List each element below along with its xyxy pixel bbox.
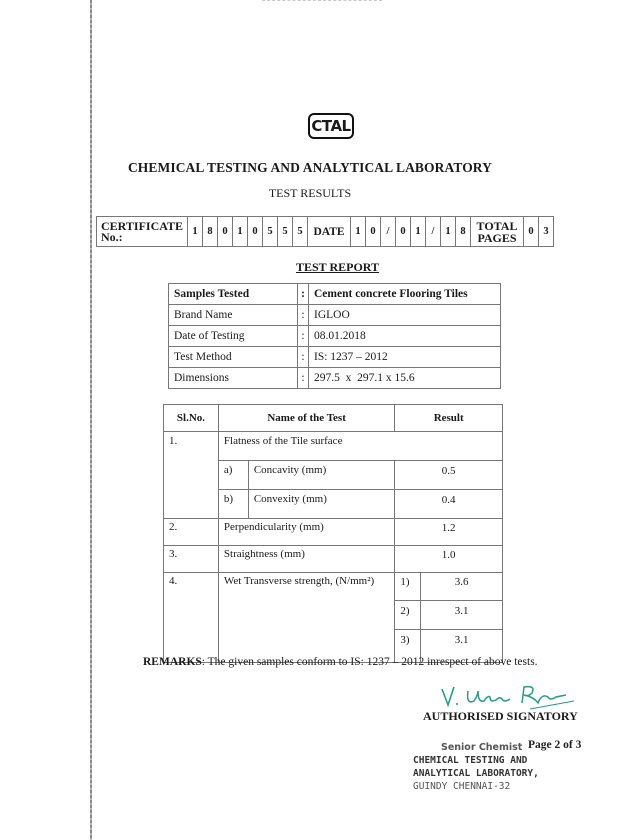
result-value: 3.1 — [421, 601, 503, 630]
info-row — [169, 284, 501, 305]
sub-test-name: Convexity (mm) — [248, 490, 395, 519]
date-char: 8 — [456, 217, 471, 247]
total-pages-digit: 0 — [524, 217, 539, 247]
ctal-logo: CTAL — [308, 113, 354, 139]
date-char: / — [426, 217, 441, 247]
page-left-margin-line — [90, 0, 92, 840]
date-label: DATE — [308, 217, 351, 247]
sample-info-table — [168, 283, 501, 389]
page-number: Page 2 of 3 — [528, 739, 582, 751]
sub-result: 0.5 — [395, 461, 503, 490]
header-result: Result — [395, 405, 503, 432]
stamp-line: Senior Chemist — [441, 742, 523, 753]
info-key: Samples Tested — [169, 284, 298, 305]
certificate-digit: 0 — [218, 217, 233, 247]
info-key: Date of Testing — [169, 326, 298, 347]
info-separator: : — [298, 305, 309, 326]
top-edge-mark — [262, 0, 382, 4]
signature-stroke — [468, 691, 510, 702]
date-char: / — [381, 217, 396, 247]
certificate-row — [96, 216, 554, 247]
info-separator: : — [298, 326, 309, 347]
info-value: IGLOO — [309, 305, 501, 326]
header-test-name: Name of the Test — [218, 405, 394, 432]
table-row — [164, 519, 503, 546]
info-key: Dimensions — [169, 368, 298, 389]
certificate-digit: 1 — [188, 217, 203, 247]
certificate-digit: 1 — [233, 217, 248, 247]
info-key: Brand Name — [169, 305, 298, 326]
result-value: 3.6 — [421, 573, 503, 601]
total-pages-digit: 3 — [539, 217, 554, 247]
table-header-row — [164, 405, 503, 432]
date-char: 0 — [396, 217, 411, 247]
date-char: 1 — [411, 217, 426, 247]
row-test-name: Wet Transverse strength, (N/mm²) — [218, 573, 394, 663]
header-slno: Sl.No. — [164, 405, 219, 432]
info-value: 297.5 x 297.1 x 15.6 — [309, 368, 501, 389]
row-test-name: Perpendicularity (mm) — [218, 519, 394, 546]
info-value: Cement concrete Flooring Tiles — [309, 284, 501, 305]
row-result: 1.2 — [395, 519, 503, 546]
table-row — [164, 546, 503, 573]
total-pages-label: TOTAL PAGES — [471, 217, 524, 247]
result-index: 1) — [395, 573, 421, 601]
stamp-line: ANALYTICAL LABORATORY, — [413, 768, 539, 779]
date-char: 0 — [366, 217, 381, 247]
certificate-digit: 5 — [263, 217, 278, 247]
signature-stroke — [442, 687, 454, 705]
date-char: 1 — [351, 217, 366, 247]
certificate-label: CERTIFICATE No.: — [97, 217, 188, 247]
info-row — [169, 326, 501, 347]
row-slno: 4. — [164, 573, 219, 663]
authorised-signatory-label: AUTHORISED SIGNATORY — [423, 709, 578, 723]
info-separator: : — [298, 347, 309, 368]
info-separator: : — [298, 368, 309, 389]
sub-result: 0.4 — [395, 490, 503, 519]
certificate-digit: 8 — [203, 217, 218, 247]
remarks-text: : The given samples conform to IS: 1237 – 2012 inrespect of above tests. — [201, 656, 538, 668]
row-test-name: Straightness (mm) — [218, 546, 394, 573]
remarks — [143, 656, 538, 668]
sub-index: a) — [218, 461, 248, 490]
remarks-label: REMARKS — [143, 656, 202, 668]
lab-name-heading: CHEMICAL TESTING AND ANALYTICAL LABORATORY — [127, 160, 493, 175]
info-value: 08.01.2018 — [309, 326, 501, 347]
section-title: TEST RESULTS — [268, 186, 352, 200]
row-test-name: Flatness of the Tile surface — [218, 432, 502, 461]
row-slno: 1. — [164, 432, 219, 519]
test-results-table — [163, 404, 503, 663]
table-row — [164, 432, 503, 461]
row-slno: 3. — [164, 546, 219, 573]
table-row — [164, 573, 503, 601]
sub-index: b) — [218, 490, 248, 519]
certificate-digit: 0 — [248, 217, 263, 247]
sub-test-name: Concavity (mm) — [248, 461, 395, 490]
stamp-line: GUINDY CHENNAI-32 — [413, 781, 511, 792]
result-index: 3) — [395, 630, 421, 663]
signature-stroke — [456, 703, 458, 705]
info-value: IS: 1237 – 2012 — [309, 347, 501, 368]
info-row — [169, 305, 501, 326]
signature-stroke — [522, 687, 566, 703]
date-char: 1 — [441, 217, 456, 247]
result-value: 3.1 — [421, 630, 503, 663]
certificate-digit: 5 — [278, 217, 293, 247]
stamp-line: CHEMICAL TESTING AND — [413, 755, 528, 766]
result-index: 2) — [395, 601, 421, 630]
row-slno: 2. — [164, 519, 219, 546]
certificate-digit: 5 — [293, 217, 308, 247]
info-row — [169, 347, 501, 368]
info-row — [169, 368, 501, 389]
lab-stamp — [413, 741, 539, 793]
report-title: TEST REPORT — [295, 260, 380, 274]
info-separator: : — [298, 284, 309, 305]
info-key: Test Method — [169, 347, 298, 368]
row-result: 1.0 — [395, 546, 503, 573]
